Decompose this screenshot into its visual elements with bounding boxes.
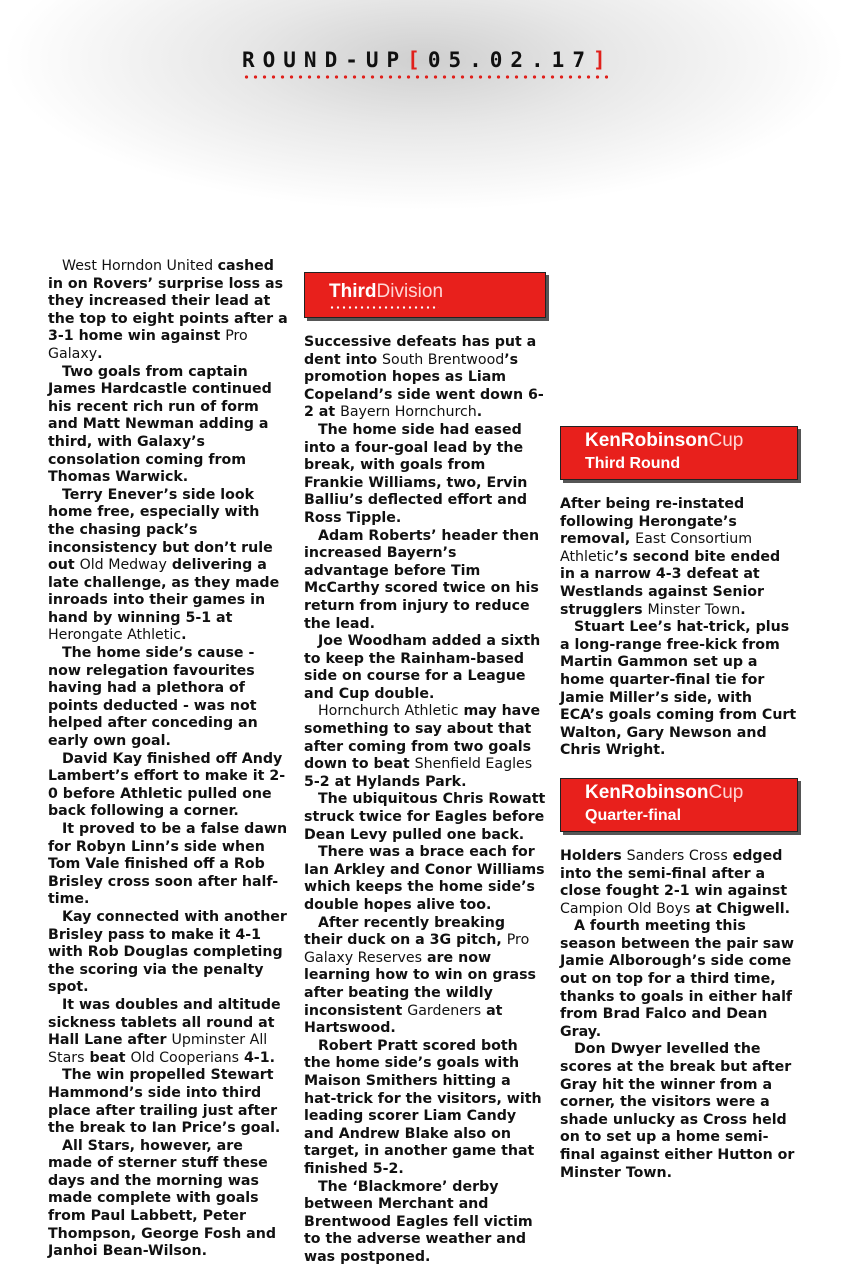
text-run: are now learning how to win on grass after beating the wildly inconsistent [304,950,536,1019]
team-name: East Consortium Athletic [560,531,752,565]
text-run: . [181,627,186,643]
text-run: delivering a late challenge, as they made inroads into their games in hand by winning 5-1 at [48,557,279,626]
paragraph [304,703,546,791]
paragraph: The home side’s cause - now relegation favourites having had a plethora of points deducted - was not helped after conceding an early own goal. [48,645,290,751]
header-dotted-rule [242,75,608,79]
banner-dotted-rule [329,306,439,309]
banner-title-bold: Third [329,281,377,302]
paragraph: The win propelled Stewart Hammond’s side into third place after trailing just after the break to Ian Price’s goal. [48,1067,290,1137]
paragraph: The home side had eased into a four-goal lead by the break, with goals from Frankie Williams, two, Ervin Balliu’s deflected effort and Ross Tipple. [304,422,546,528]
cup-third-round-banner [560,426,798,480]
banner-title [585,432,743,450]
banner-title-bold: KenRobinson [585,782,709,803]
team-name: Bayern Hornchurch [340,404,477,420]
text-run: may have something to say about that after coming from two goals down to beat [304,703,540,772]
paragraph [304,915,546,1038]
cup-quarter-final-banner [560,778,798,832]
bracket-open: [ [407,48,428,72]
paragraph [304,334,546,422]
paragraph [560,496,798,619]
article-column-1 [48,258,290,1261]
paragraph: Kay connected with another Brisley pass to make it 4-1 with Rob Douglas completing the scoring via the penalty spot. [48,909,290,997]
paragraph: It proved to be a false dawn for Robyn Linn’s side when Tom Vale finished off a Rob Brisley cross soon after half-time. [48,821,290,909]
team-name: West Horndon United [62,258,218,274]
team-name: South Brentwood [382,352,504,368]
round-up-label: ROUND-UP [242,48,407,72]
paragraph: The ‘Blackmore’ derby between Merchant and Brentwood Eagles fell victim to the adverse weather and was postponed. [304,1179,546,1266]
text-run: Holders [560,848,627,864]
team-name: Upminster All Stars [48,1032,267,1066]
paragraph: David Kay finished off Andy Lambert’s effort to make it 2-0 before Athletic pulled one back following a corner. [48,751,290,821]
text-run: 4-1. [239,1050,275,1066]
text-run: at Hartswood. [304,1003,502,1037]
text-run: After recently breaking their duck on a 3G pitch, [304,915,507,949]
team-name: Pro Galaxy Reserves [304,932,529,966]
text-run: cashed in on Rovers’ surprise loss as they increased their lead at the top to eight points after a 3-1 home win against [48,258,288,344]
paragraph [48,997,290,1067]
text-run: It was doubles and altitude sickness tablets all round at Hall Lane after [48,997,281,1048]
article-column-3 [560,258,798,1182]
team-name: Herongate Athletic [48,627,181,643]
team-name: Gardeners [407,1003,481,1019]
text-run: 5-2 at Hylands Park. [304,774,466,790]
paragraph [48,258,290,364]
paragraph: Don Dwyer levelled the scores at the break but after Gray hit the winner from a corner, the visitors were a shade unlucky as Cross held on to set up a home semi-final against either Hutton or Minster Town. [560,1041,798,1182]
team-name: Old Medway [80,557,167,573]
header-background [0,0,848,240]
page-title [242,48,614,72]
paragraph: A fourth meeting this season between the pair saw Jamie Alborough’s side come out on top for a third time, thanks to goals in either half from Brad Falco and Dean Gray. [560,918,798,1041]
banner-title-bold: KenRobinson [585,430,709,451]
text-run: . [740,602,745,618]
banner-title [585,784,743,802]
paragraph: Robert Pratt scored both the home side’s goals with Maison Smithers hitting a hat-trick for the visitors, with leading scorer Liam Candy and Andrew Blake also on target, in another game that finished 5-2. [304,1038,546,1179]
paragraph: Two goals from captain James Hardcastle continued his recent rich run of form and Matt Newman adding a third, with Galaxy’s consolation coming from Thomas Warwick. [48,364,290,487]
team-name: Pro Galaxy [48,328,248,362]
date-label: 05.02.17 [428,48,593,72]
third-division-banner [304,272,546,318]
page-header [242,48,612,82]
text-run: at Chigwell. [690,901,790,917]
text-run: ’s promotion hopes as Liam Copeland’s side went down 6-2 at [304,352,544,421]
banner-title-light: Cup [709,782,744,803]
paragraph: Stuart Lee’s hat-trick, plus a long-range free-kick from Martin Gammon set up a home quarter-final tie for Jamie Miller’s side, with ECA’s goals coming from Curt Walton, Gary Newson and Chris Wright. [560,619,798,760]
text-run: beat [85,1050,131,1066]
team-name: Sanders Cross [627,848,728,864]
text-run: Successive defeats has put a dent into [304,334,536,368]
bracket-close: ] [593,48,614,72]
team-name: Hornchurch Athletic [318,703,459,719]
banner-title-light: Division [377,281,444,302]
text-run: ’s second bite ended in a narrow 4-3 defeat at Westlands against Senior strugglers [560,549,780,618]
text-run: . [97,346,102,362]
paragraph: Adam Roberts’ header then increased Bayern’s advantage before Tim McCarthy scored twice on his return from injury to reduce the lead. [304,528,546,634]
team-name: Old Cooperians [131,1050,239,1066]
article-column-2 [304,258,546,1266]
banner-title-light: Cup [709,430,744,451]
paragraph [48,487,290,645]
banner-subtitle: Third Round [585,455,680,473]
text-run: After being re-instated following Herongate’s removal, [560,496,744,547]
text-run: Terry Enever’s side look home free, especially with the chasing pack’s inconsistency but don’t rule out [48,487,273,573]
banner-subtitle: Quarter-final [585,807,681,825]
paragraph: Joe Woodham added a sixth to keep the Rainham-based side on course for a League and Cup double. [304,633,546,703]
team-name: Campion Old Boys [560,901,690,917]
text-run: edged into the semi-final after a close fought 2-1 win against [560,848,787,899]
paragraph: The ubiquitous Chris Rowatt struck twice for Eagles before Dean Levy pulled one back. [304,791,546,844]
banner-title [329,283,443,301]
paragraph: There was a brace each for Ian Arkley and Conor Williams which keeps the home side’s double hopes alive too. [304,844,546,914]
paragraph: All Stars, however, are made of sterner stuff these days and the morning was made complete with goals from Paul Labbett, Peter Thompson, George Fosh and Janhoi Bean-Wilson. [48,1138,290,1261]
team-name: Shenfield Eagles [415,756,533,772]
paragraph [560,848,798,918]
text-run: . [477,404,482,420]
team-name: Minster Town [648,602,741,618]
